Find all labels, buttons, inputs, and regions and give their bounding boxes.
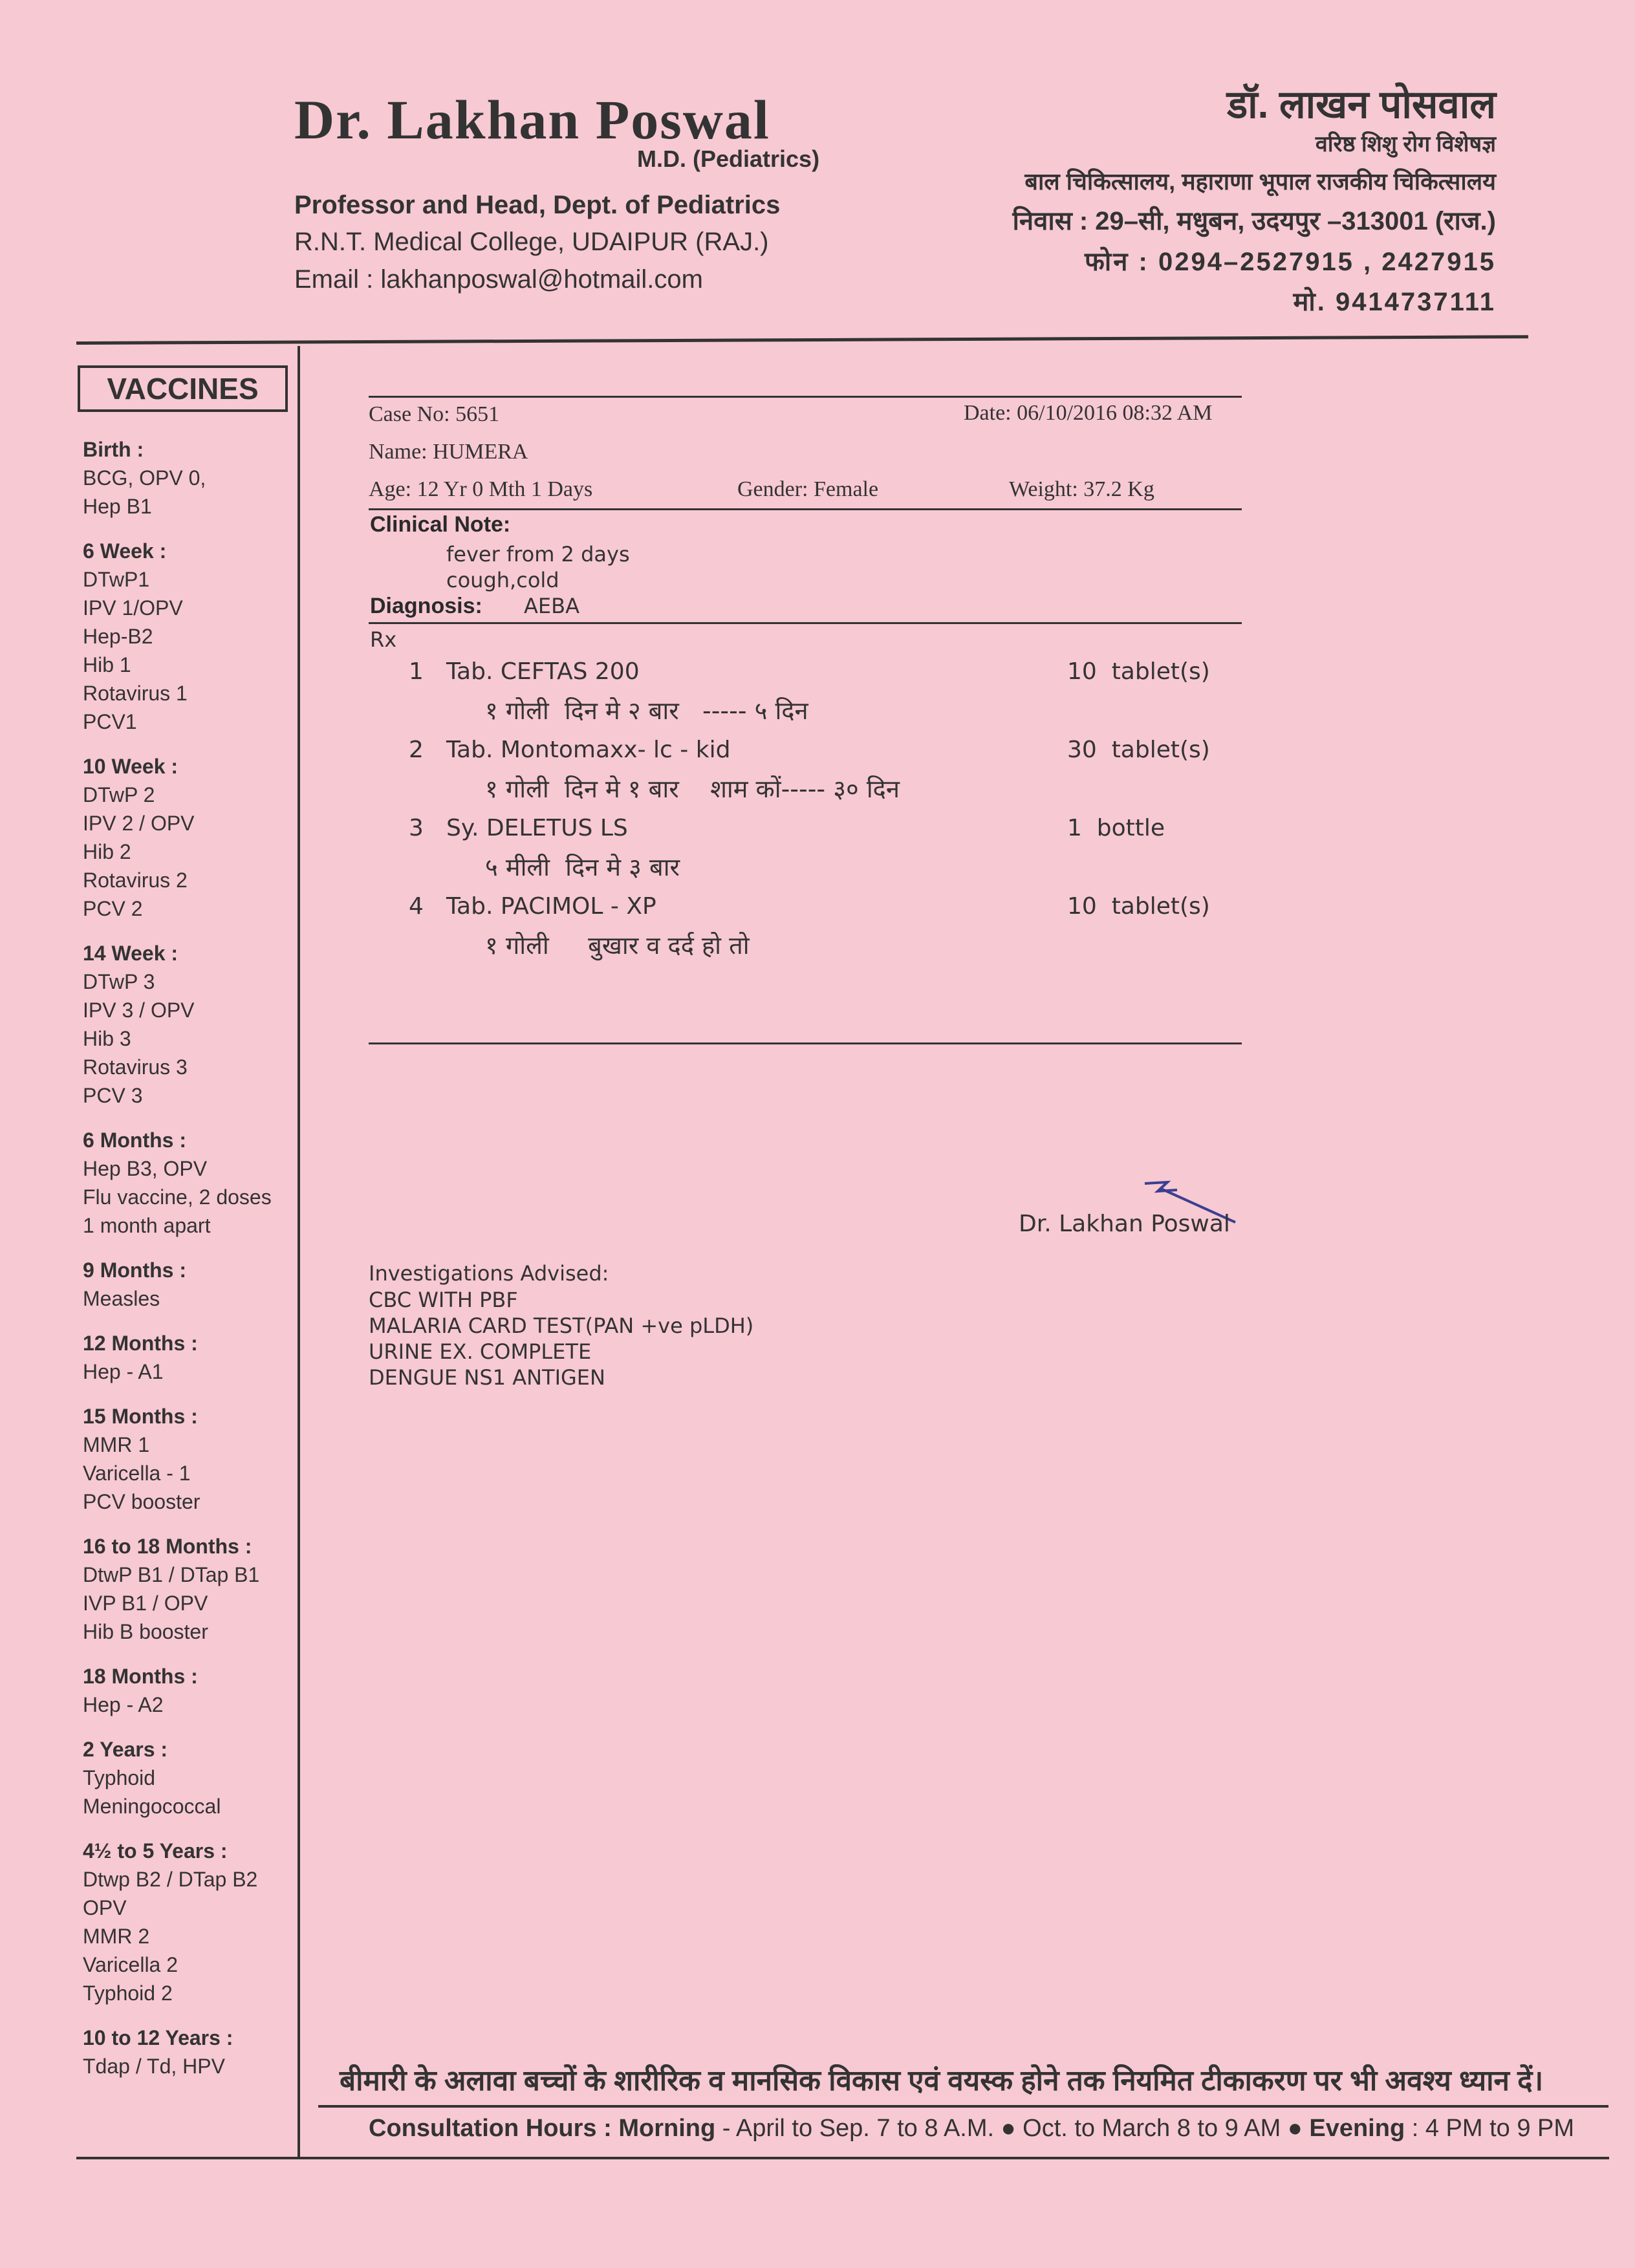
vaccine-item: Hep-B2 xyxy=(83,625,153,648)
rx-item-dosage: १ गोली बुखार व दर्द हो तो xyxy=(485,931,750,960)
vaccine-group-heading: 15 Months : xyxy=(83,1405,198,1428)
morning-label: Morning xyxy=(618,2115,716,2142)
vaccine-item: PCV 3 xyxy=(83,1084,143,1107)
rx-item-drug: Tab. Montomaxx- lc - kid xyxy=(446,737,731,763)
vaccine-item: 1 month apart xyxy=(83,1214,211,1237)
rx-item-drug: Tab. PACIMOL - XP xyxy=(446,893,656,920)
vaccine-group xyxy=(83,2024,303,2080)
vaccine-group-heading: 6 Week : xyxy=(83,539,167,563)
vaccine-item: Varicella - 1 xyxy=(83,1462,191,1485)
investigation-item: URINE EX. COMPLETE xyxy=(369,1339,592,1364)
vaccine-item: Dtwp B2 / DTap B2 xyxy=(83,1868,258,1891)
vaccine-item: Hib B booster xyxy=(83,1620,208,1643)
vaccine-group xyxy=(83,1837,303,2007)
vaccine-item: Hib 2 xyxy=(83,840,131,863)
vaccine-item: Flu vaccine, 2 doses xyxy=(83,1185,272,1209)
rx-item-dosage: १ गोली दिन मे १ बार शाम कों----- ३० दिन xyxy=(485,775,900,803)
header-divider xyxy=(76,335,1528,345)
rx-item-number: 2 xyxy=(409,737,424,763)
vaccine-item: Hep - A1 xyxy=(83,1360,164,1383)
vaccine-item: Measles xyxy=(83,1287,160,1310)
hindi-doctor-name: डॉ. लाखन पोसवाल xyxy=(1226,83,1496,126)
vaccine-item: DTwP1 xyxy=(83,568,150,591)
vaccine-group xyxy=(83,1532,303,1646)
hindi-hospital: बाल चिकित्सालय, महाराणा भूपाल राजकीय चिकित्सालय xyxy=(1024,168,1496,195)
vaccine-group xyxy=(83,1402,303,1516)
vaccine-item: Tdap / Td, HPV xyxy=(83,2055,225,2078)
morning-hours: - April to Sep. 7 to 8 A.M. ● Oct. to March 8 to 9 AM ● xyxy=(715,2115,1310,2142)
vaccine-schedule xyxy=(83,435,303,2097)
rx-end-rule xyxy=(369,1042,1242,1044)
doctor-name: Dr. Lakhan Poswal xyxy=(294,89,770,151)
hindi-mobile: मो. 9414737111 xyxy=(1293,288,1496,316)
evening-hours: : 4 PM to 9 PM xyxy=(1405,2115,1575,2142)
vaccine-group-heading: 10 Week : xyxy=(83,755,179,778)
vaccine-group-heading: 6 Months : xyxy=(83,1129,186,1152)
investigation-item: MALARIA CARD TEST(PAN +ve pLDH) xyxy=(369,1313,754,1338)
rx-item-quantity: 1 bottle xyxy=(1067,815,1165,841)
vaccine-group-heading: 12 Months : xyxy=(83,1332,198,1355)
vaccine-group xyxy=(83,1662,303,1719)
vaccine-item: PCV1 xyxy=(83,710,137,733)
vaccine-item: Varicella 2 xyxy=(83,1953,179,1976)
vaccine-group xyxy=(83,1256,303,1313)
rx-item-dosage: ५ मीली दिन मे ३ बार xyxy=(485,853,680,881)
vaccine-group xyxy=(83,1735,303,1820)
vaccine-group-heading: 16 to 18 Months : xyxy=(83,1535,252,1558)
vaccine-item: IPV 3 / OPV xyxy=(83,999,195,1022)
vaccine-item: Hib 1 xyxy=(83,653,131,676)
vaccine-item: Meningococcal xyxy=(83,1795,221,1818)
vaccine-group-heading: 10 to 12 Years : xyxy=(83,2026,233,2049)
vaccine-item: OPV xyxy=(83,1896,127,1919)
patient-weight: Weight: 37.2 Kg xyxy=(1009,477,1154,501)
patient-gender: Gender: Female xyxy=(737,477,879,501)
consult-label: Consultation Hours : xyxy=(369,2115,612,2142)
rx-item-number: 3 xyxy=(409,815,424,841)
hindi-phone: फोन : 0294–2527915 , 2427915 xyxy=(1085,248,1496,276)
vaccine-item: MMR 2 xyxy=(83,1925,150,1948)
vaccine-group-heading: 18 Months : xyxy=(83,1665,198,1688)
vaccines-title: VACCINES xyxy=(78,365,288,412)
vaccine-group xyxy=(83,537,303,736)
vaccine-group-heading: 9 Months : xyxy=(83,1258,186,1282)
footer-top-rule xyxy=(318,2105,1608,2108)
vaccine-item: Hep - A2 xyxy=(83,1693,164,1716)
investigation-item: CBC WITH PBF xyxy=(369,1288,518,1312)
vaccine-item: DTwP 2 xyxy=(83,783,155,806)
visit-date: Date: 06/10/2016 08:32 AM xyxy=(964,401,1213,425)
vaccine-group xyxy=(83,752,303,923)
footer-bottom-rule xyxy=(76,2157,1609,2159)
doctor-college: R.N.T. Medical College, UDAIPUR (RAJ.) xyxy=(294,228,769,256)
vaccine-item: Rotavirus 3 xyxy=(83,1055,188,1079)
rx-item-dosage: १ गोली दिन मे २ बार ----- ५ दिन xyxy=(485,697,808,725)
vaccine-group xyxy=(83,1329,303,1386)
vaccine-group-heading: 4½ to 5 Years : xyxy=(83,1839,228,1863)
vaccine-item: Hep B3, OPV xyxy=(83,1157,208,1180)
investigations-list xyxy=(369,1287,753,1390)
vaccine-item: Typhoid 2 xyxy=(83,1982,173,2005)
vaccine-group-heading: 2 Years : xyxy=(83,1738,168,1761)
clinical-note-label: Clinical Note: xyxy=(370,512,511,537)
evening-label: Evening xyxy=(1309,2115,1405,2142)
vaccine-item: IVP B1 / OPV xyxy=(83,1592,208,1615)
doctor-email: Email : lakhanposwal@hotmail.com xyxy=(294,265,703,294)
investigation-item: DENGUE NS1 ANTIGEN xyxy=(369,1365,605,1390)
vaccine-group xyxy=(83,939,303,1110)
hindi-address: निवास : 29–सी, मधुबन, उदयपुर –313001 (राज.) xyxy=(1012,207,1496,235)
clinical-note-line: cough,cold xyxy=(446,568,559,592)
doctor-title: Professor and Head, Dept. of Pediatrics xyxy=(294,191,781,219)
clinical-note-line: fever from 2 days xyxy=(446,542,630,567)
rx-item-quantity: 10 tablet(s) xyxy=(1067,893,1210,920)
rx-item-drug: Tab. CEFTAS 200 xyxy=(446,658,640,685)
patient-name: Name: HUMERA xyxy=(369,440,528,464)
vaccine-item: Hep B1 xyxy=(83,495,152,518)
diagnosis-value: AEBA xyxy=(524,594,579,618)
case-top-rule xyxy=(369,396,1242,398)
case-number: Case No: 5651 xyxy=(369,402,500,426)
rx-item-quantity: 10 tablet(s) xyxy=(1067,658,1210,685)
consultation-hours xyxy=(369,2115,1574,2143)
rx-item-drug: Sy. DELETUS LS xyxy=(446,815,628,841)
doctor-degree: M.D. (Pediatrics) xyxy=(637,146,820,172)
rx-item-number: 1 xyxy=(409,658,424,685)
vaccine-item: IPV 1/OPV xyxy=(83,596,183,620)
patient-age: Age: 12 Yr 0 Mth 1 Days xyxy=(369,477,593,501)
vaccine-item: Typhoid xyxy=(83,1766,156,1789)
hindi-specialty: वरिष्ठ शिशु रोग विशेषज्ञ xyxy=(1315,132,1496,157)
vaccine-item: DtwP B1 / DTap B1 xyxy=(83,1563,260,1586)
vaccine-group xyxy=(83,1126,303,1240)
vaccine-item: PCV 2 xyxy=(83,897,143,920)
vaccine-item: Hib 3 xyxy=(83,1027,131,1050)
vaccine-group-heading: 14 Week : xyxy=(83,942,179,965)
rx-item-number: 4 xyxy=(409,893,424,920)
vaccine-group-heading: Birth : xyxy=(83,438,144,461)
vaccine-item: Rotavirus 1 xyxy=(83,682,188,705)
diagnosis-label: Diagnosis: xyxy=(370,594,482,618)
vaccine-group xyxy=(83,435,303,521)
vaccine-item: PCV booster xyxy=(83,1490,200,1513)
diagnosis-rule xyxy=(369,622,1242,624)
vaccine-item: MMR 1 xyxy=(83,1433,150,1456)
investigations-label: Investigations Advised: xyxy=(369,1261,609,1286)
footer-vaccination-note: बीमारी के अलावा बच्चों के शारीरिक व मानसिक विकास एवं वयस्क होने तक नियमित टीकाकरण पर भी अवश्य ध्यान दें। xyxy=(340,2065,1544,2097)
patient-bottom-rule xyxy=(369,508,1242,510)
rx-label: Rx xyxy=(370,627,397,652)
vaccine-item: IPV 2 / OPV xyxy=(83,812,195,835)
signature-name: Dr. Lakhan Poswal xyxy=(1019,1211,1230,1237)
vaccine-item: BCG, OPV 0, xyxy=(83,466,206,490)
vaccine-item: Rotavirus 2 xyxy=(83,869,188,892)
vaccine-item: DTwP 3 xyxy=(83,970,155,993)
rx-item-quantity: 30 tablet(s) xyxy=(1067,737,1210,763)
